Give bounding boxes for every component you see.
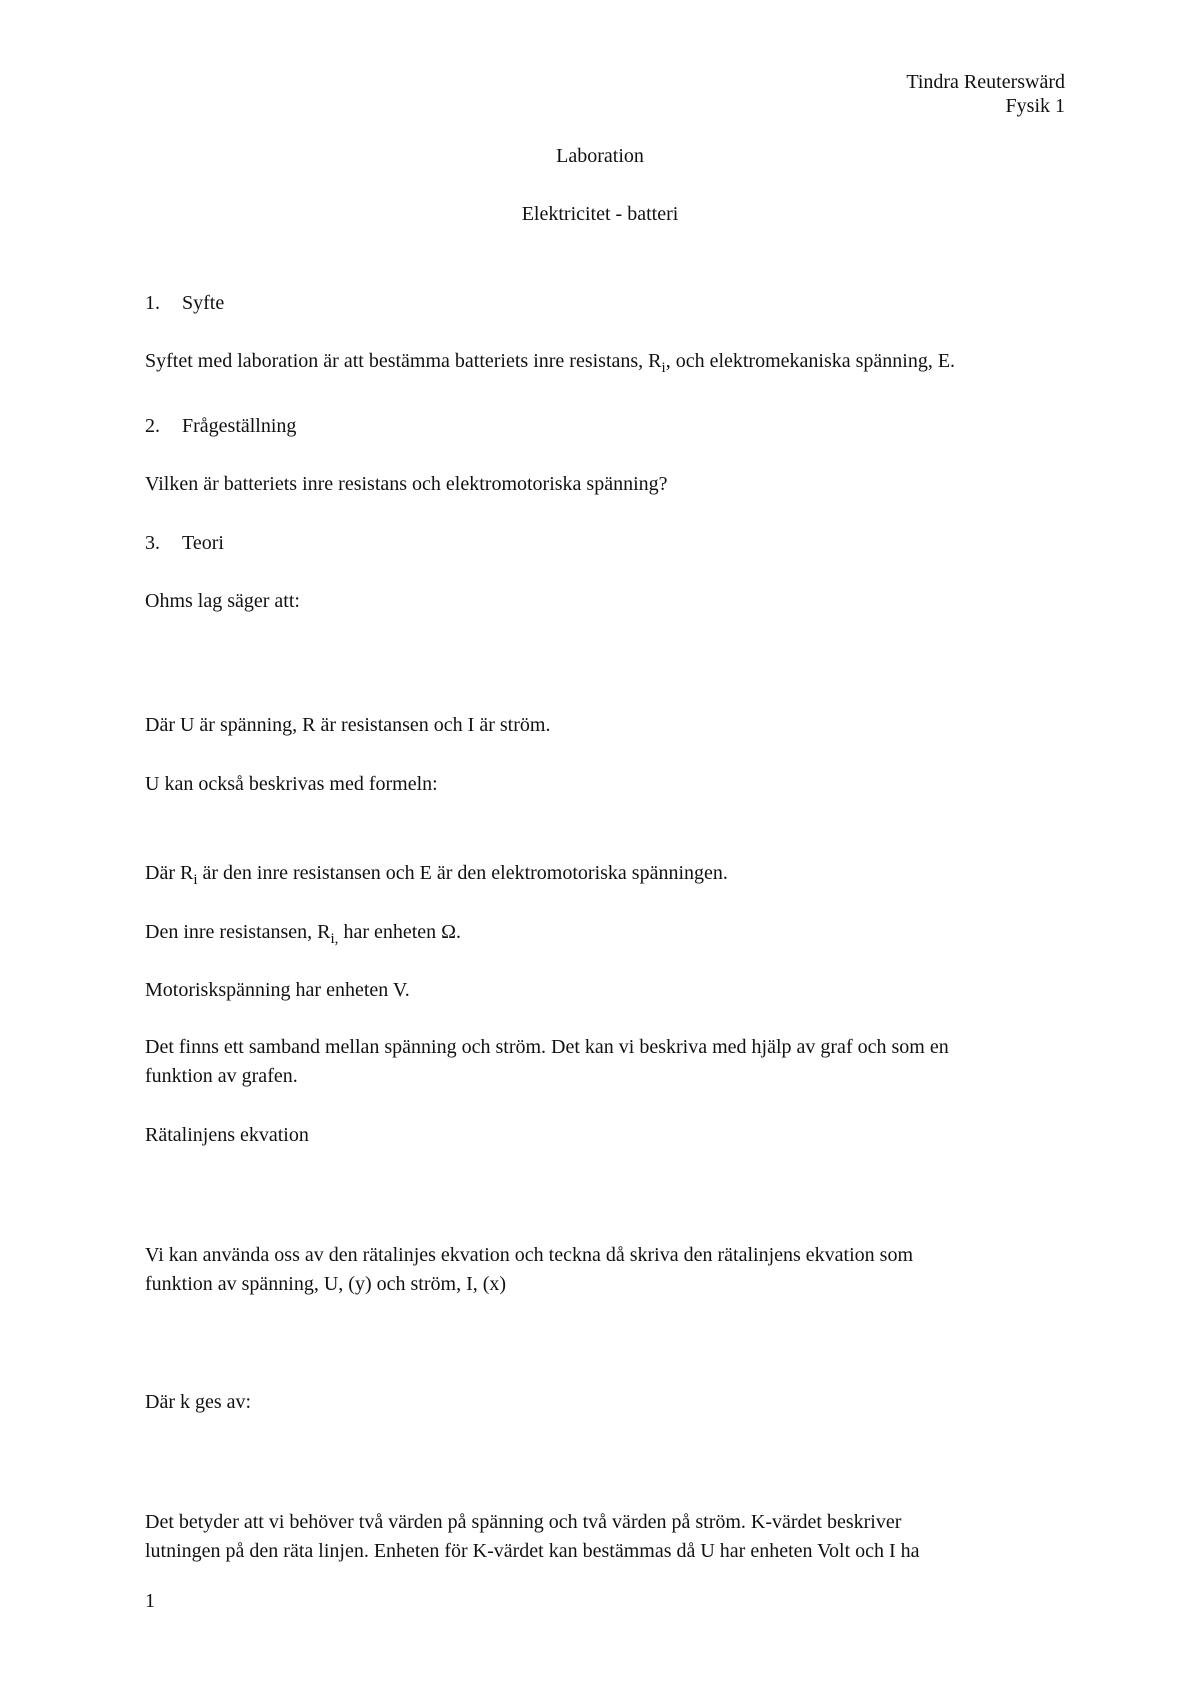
- page-number: 1: [145, 1590, 155, 1612]
- meaning-line-2: lutningen på den räta linjen. Enheten för K-värdet kan bestämmas då U har enheten Volt och I ha: [145, 1540, 920, 1562]
- subscript-i: i: [193, 872, 198, 888]
- section-title: Frågeställning: [182, 415, 297, 437]
- purpose-paragraph: [145, 348, 955, 379]
- section-heading-teori: [145, 530, 224, 556]
- document-title: Laboration: [556, 145, 644, 167]
- ri-unit-text-end: har enheten Ω.: [338, 921, 462, 943]
- line-equation-heading: Rätalinjens ekvation: [145, 1124, 309, 1146]
- course-name: Fysik 1: [1005, 95, 1065, 117]
- section-title: Teori: [182, 532, 224, 554]
- formula-placeholder-line: [145, 1150, 1075, 1240]
- document-subtitle: Elektricitet - batteri: [521, 203, 679, 225]
- question-paragraph: Vilken är batteriets inre resistans och elektromotoriska spänning?: [145, 473, 668, 495]
- document-header: [906, 70, 1065, 118]
- subscript-i: i: [661, 360, 666, 376]
- author-name: Tindra Reuterswärd: [906, 71, 1065, 93]
- relation-paragraph: [145, 1033, 1075, 1091]
- use-line-2: funktion av spänning, U, (y) och ström, I, (x): [145, 1273, 507, 1295]
- use-line-1: Vi kan använda oss av den rätalinjes ekvation och teckna då skriva den rätalinjens ekvation som: [145, 1244, 913, 1266]
- section-heading-syfte: [145, 290, 224, 316]
- section-number: 3.: [145, 532, 160, 554]
- formula-placeholder-u: [145, 800, 1075, 860]
- k-given-paragraph: Där k ges av:: [145, 1391, 252, 1413]
- use-line-paragraph: [145, 1241, 1075, 1299]
- formula-placeholder-function: [145, 1300, 1075, 1390]
- section-heading-fragestallning: [145, 413, 296, 439]
- purpose-text-end: , och elektromekaniska spänning, E.: [665, 350, 956, 372]
- section-number: 1.: [145, 292, 160, 314]
- purpose-text: Syftet med laboration är att bestämma batteriets inre resistans, R: [145, 350, 662, 372]
- meaning-paragraph: [145, 1508, 1075, 1566]
- ri-explain-text: Där R: [145, 862, 194, 884]
- ri-explain-text-end: är den inre resistansen och E är den elektromotoriska spänningen.: [197, 862, 728, 884]
- ri-unit-paragraph: [145, 919, 461, 950]
- formula-placeholder-k: [145, 1420, 1075, 1510]
- ohm-intro-paragraph: Ohms lag säger att:: [145, 590, 300, 612]
- relation-line-2: funktion av grafen.: [145, 1065, 298, 1087]
- relation-line-1: Det finns ett samband mellan spänning och ström. Det kan vi beskriva med hjälp av graf och som en: [145, 1036, 949, 1058]
- ri-explain-paragraph: [145, 860, 728, 891]
- section-number: 2.: [145, 415, 160, 437]
- section-title: Syfte: [182, 292, 225, 314]
- formula-placeholder-ohm: [145, 620, 1075, 710]
- ohm-explain-paragraph: Där U är spänning, R är resistansen och I är ström.: [145, 714, 551, 736]
- emf-unit-paragraph: Motoriskspänning har enheten V.: [145, 979, 410, 1001]
- meaning-line-1: Det betyder att vi behöver två värden på spänning och två värden på ström. K-värdet beskriver: [145, 1511, 902, 1533]
- ri-unit-text: Den inre resistansen, R: [145, 921, 331, 943]
- subscript-i: i,: [330, 931, 339, 947]
- u-formula-intro-paragraph: U kan också beskrivas med formeln:: [145, 773, 438, 795]
